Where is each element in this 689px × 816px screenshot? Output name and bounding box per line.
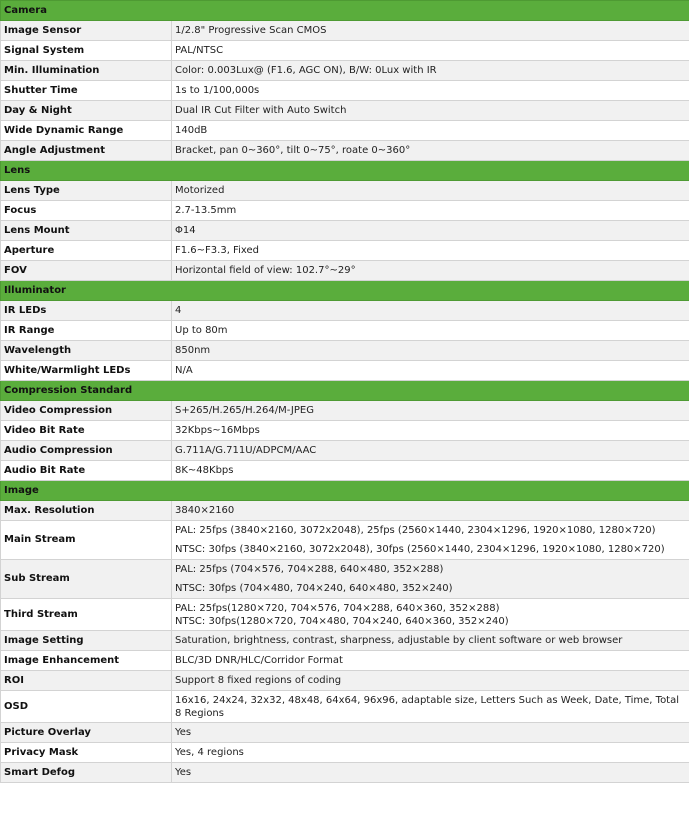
spec-label: ROI <box>1 671 172 691</box>
spec-row-wdr <box>1 121 689 141</box>
section-header-image <box>1 481 689 501</box>
spec-label: Angle Adjustment <box>1 141 172 161</box>
spec-value: Horizontal field of view: 102.7°~29° <box>172 261 689 281</box>
spec-label: Privacy Mask <box>1 743 172 763</box>
spec-value-text: 16x16, 24x24, 32x32, 48x48, 64x64, 96x96, adaptable size, Letters Such as Week, Date, Time, Total 8 Regions <box>175 694 680 719</box>
spec-label: Wide Dynamic Range <box>1 121 172 141</box>
spec-label: Max. Resolution <box>1 501 172 521</box>
spec-value <box>172 521 689 560</box>
spec-label: Shutter Time <box>1 81 172 101</box>
spec-label: Image Enhancement <box>1 651 172 671</box>
section-header-lens <box>1 161 689 181</box>
spec-value-pal: PAL: 25fps (704×576, 704×288, 640×480, 352×288) <box>175 564 444 575</box>
spec-row-video-compression <box>1 401 689 421</box>
spec-value: Saturation, brightness, contrast, sharpness, adjustable by client software or web browser <box>172 631 689 651</box>
spec-row-main-stream <box>1 521 689 560</box>
section-title: Image <box>1 481 689 501</box>
spec-label: Lens Mount <box>1 221 172 241</box>
spec-row-roi <box>1 671 689 691</box>
spec-label: OSD <box>1 691 172 723</box>
spec-value <box>172 560 689 599</box>
spec-row-min-illumination <box>1 61 689 81</box>
spec-value: 32Kbps~16Mbps <box>172 421 689 441</box>
spec-label: Main Stream <box>1 521 172 560</box>
spec-value: Dual IR Cut Filter with Auto Switch <box>172 101 689 121</box>
spec-label: Video Bit Rate <box>1 421 172 441</box>
spec-value: 1/2.8" Progressive Scan CMOS <box>172 21 689 41</box>
spec-label: White/Warmlight LEDs <box>1 361 172 381</box>
spec-row-third-stream <box>1 599 689 631</box>
spec-value: 140dB <box>172 121 689 141</box>
spec-value-ntsc: NTSC: 30fps (704×480, 704×240, 640×480, 352×240) <box>175 583 453 594</box>
spec-label: Focus <box>1 201 172 221</box>
spec-value: PAL/NTSC <box>172 41 689 61</box>
spec-label: Audio Bit Rate <box>1 461 172 481</box>
spec-value: BLC/3D DNR/HLC/Corridor Format <box>172 651 689 671</box>
spec-row-max-resolution <box>1 501 689 521</box>
spec-value: G.711A/G.711U/ADPCM/AAC <box>172 441 689 461</box>
spec-label: Video Compression <box>1 401 172 421</box>
spec-label: Lens Type <box>1 181 172 201</box>
spec-label: Audio Compression <box>1 441 172 461</box>
spec-label: Image Sensor <box>1 21 172 41</box>
spec-value: Yes <box>172 723 689 743</box>
spec-value: Φ14 <box>172 221 689 241</box>
spec-row-wavelength <box>1 341 689 361</box>
section-title: Illuminator <box>1 281 689 301</box>
spec-row-image-sensor <box>1 21 689 41</box>
spec-row-osd <box>1 691 689 723</box>
spec-value-pal: PAL: 25fps(1280×720, 704×576, 704×288, 640×360, 352×288) <box>175 602 500 614</box>
spec-value: 1s to 1/100,000s <box>172 81 689 101</box>
spec-row-image-setting <box>1 631 689 651</box>
spec-row-ir-leds <box>1 301 689 321</box>
spec-row-smart-defog <box>1 763 689 783</box>
section-header-camera <box>1 1 689 21</box>
spec-value <box>172 691 689 723</box>
spec-value: N/A <box>172 361 689 381</box>
section-title: Lens <box>1 161 689 181</box>
spec-label: Min. Illumination <box>1 61 172 81</box>
spec-row-white-leds <box>1 361 689 381</box>
spec-value: Up to 80m <box>172 321 689 341</box>
spec-value: S+265/H.265/H.264/M-JPEG <box>172 401 689 421</box>
spec-row-picture-overlay <box>1 723 689 743</box>
spec-row-shutter-time <box>1 81 689 101</box>
spec-row-video-bit-rate <box>1 421 689 441</box>
spec-label: Aperture <box>1 241 172 261</box>
spec-value: 8K~48Kbps <box>172 461 689 481</box>
spec-value: Yes, 4 regions <box>172 743 689 763</box>
spec-value: 850nm <box>172 341 689 361</box>
spec-value: 4 <box>172 301 689 321</box>
spec-label: Third Stream <box>1 599 172 631</box>
spec-label: Smart Defog <box>1 763 172 783</box>
spec-value-pal: PAL: 25fps (3840×2160, 3072x2048), 25fps (2560×1440, 2304×1296, 1920×1080, 1280×720) <box>175 525 656 536</box>
spec-value: Motorized <box>172 181 689 201</box>
spec-label: Image Setting <box>1 631 172 651</box>
spec-row-lens-mount <box>1 221 689 241</box>
spec-value: Bracket, pan 0~360°, tilt 0~75°, roate 0~360° <box>172 141 689 161</box>
spec-label: Day & Night <box>1 101 172 121</box>
section-title: Compression Standard <box>1 381 689 401</box>
spec-row-sub-stream <box>1 560 689 599</box>
spec-row-fov <box>1 261 689 281</box>
section-header-compression <box>1 381 689 401</box>
spec-row-privacy-mask <box>1 743 689 763</box>
section-header-illuminator <box>1 281 689 301</box>
spec-label: Signal System <box>1 41 172 61</box>
spec-row-lens-type <box>1 181 689 201</box>
spec-row-day-night <box>1 101 689 121</box>
spec-row-image-enhancement <box>1 651 689 671</box>
spec-value: 3840×2160 <box>172 501 689 521</box>
spec-value-ntsc: NTSC: 30fps (3840×2160, 3072x2048), 30fps (2560×1440, 2304×1296, 1920×1080, 1280×720) <box>175 544 665 555</box>
spec-value: Color: 0.003Lux@ (F1.6, AGC ON), B/W: 0Lux with IR <box>172 61 689 81</box>
spec-value: Support 8 fixed regions of coding <box>172 671 689 691</box>
spec-row-focus <box>1 201 689 221</box>
spec-label: IR LEDs <box>1 301 172 321</box>
spec-row-aperture <box>1 241 689 261</box>
spec-label: FOV <box>1 261 172 281</box>
spec-row-audio-bit-rate <box>1 461 689 481</box>
spec-value: Yes <box>172 763 689 783</box>
spec-row-signal-system <box>1 41 689 61</box>
spec-label: Wavelength <box>1 341 172 361</box>
spec-row-angle-adjustment <box>1 141 689 161</box>
spec-label: IR Range <box>1 321 172 341</box>
spec-row-audio-compression <box>1 441 689 461</box>
spec-label: Picture Overlay <box>1 723 172 743</box>
spec-value <box>172 599 689 631</box>
spec-value: 2.7-13.5mm <box>172 201 689 221</box>
spec-row-ir-range <box>1 321 689 341</box>
spec-value: F1.6~F3.3, Fixed <box>172 241 689 261</box>
spec-label: Sub Stream <box>1 560 172 599</box>
spec-value-ntsc: NTSC: 30fps(1280×720, 704×480, 704×240, 640×360, 352×240) <box>175 615 509 627</box>
section-title: Camera <box>1 1 689 21</box>
